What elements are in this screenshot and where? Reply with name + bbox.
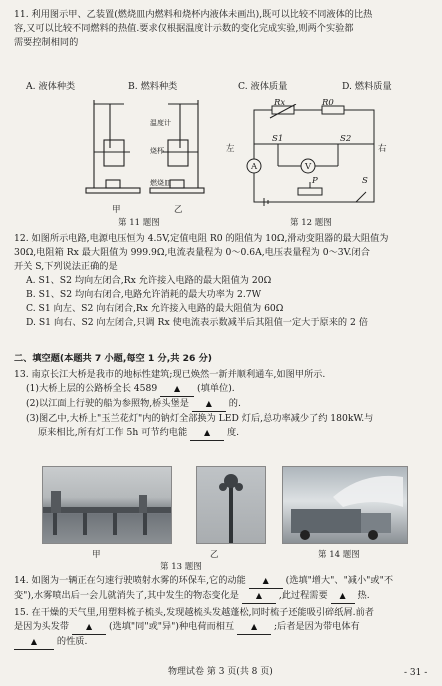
fig13-caption: 第 13 题图 (160, 562, 202, 572)
q15-line3 (14, 635, 434, 650)
blank-marker: ▲ (205, 399, 212, 408)
q15-blank-3[interactable] (14, 635, 54, 650)
photo-yi-label: 乙 (210, 550, 219, 560)
q12-option-d: D. S1 向右、S2 向左闭合,只调 Rx 使电流表示数减半后其阻值一定大于原来的 2 倍 (26, 317, 368, 328)
q11-option-c: C. 液体质量 (238, 81, 288, 92)
q12-option-a: A. S1、S2 均向左闭合,Rx 允许接入电路的最大阻值为 20Ω (26, 275, 272, 286)
q11-line3: 需要控制相同的 (14, 37, 79, 48)
q14-blank-3[interactable] (331, 589, 355, 604)
q15-line2 (14, 620, 434, 635)
blank-marker: ▲ (255, 591, 262, 600)
blank-marker: ▲ (85, 622, 93, 631)
footer-title: 物理试卷 第 3 页(共 8 页) (168, 667, 273, 677)
fig12-right-label: 右 (378, 144, 387, 154)
fig14-caption: 第 14 题图 (318, 550, 360, 560)
q13-blank-3[interactable] (190, 426, 224, 441)
question-13 (14, 368, 434, 441)
q14-line1 (14, 574, 434, 589)
fig11-jia-label: 甲 (112, 205, 121, 215)
question-12 (14, 232, 434, 330)
fig12-r0-label: R0 (322, 98, 334, 108)
figure-11-apparatus (80, 92, 210, 210)
q14-line1-mid: (选填"增大"、"减小"或"不 (285, 575, 394, 586)
fig12-p-label: P (312, 176, 318, 186)
q12-option-b: B. S1、S2 均向右闭合,电路允许消耗的最大功率为 2.7W (26, 289, 262, 300)
q11-option-a: A. 液体种类 (26, 81, 76, 92)
fig12-caption: 第 12 题图 (290, 218, 332, 228)
q12-line3: 开关 S,下列说法正确的是 (14, 261, 118, 272)
q13-sub3-line1: (3)图乙中,大桥上"玉兰花灯"内的钠灯全部换为 LED 灯后,总功率减少了约 180kW.与 (26, 413, 374, 424)
q11-line1: 11. 利用图示甲、乙装置(燃烧皿内燃料和烧杯内液体未画出),既可以比较不同液体的比热 (14, 9, 373, 20)
q14-blank-2[interactable] (242, 589, 276, 604)
fig12-s1-label: S1 (272, 134, 284, 144)
blank-marker: ▲ (174, 384, 181, 393)
fig12-rx-label: Rx (274, 98, 286, 108)
photo-bridge (42, 466, 172, 544)
section-2-heading: 二、填空题(本题共 7 小题,每空 1 分,共 26 分) (14, 353, 212, 364)
q13-sub3-line2 (14, 426, 434, 441)
fig12-voltmeter-label: V (305, 162, 312, 172)
footer-page-number: - 31 - (404, 668, 428, 678)
fig12-s2-label: S2 (340, 134, 352, 144)
fig11-beaker-label: 烧杯 (150, 147, 164, 155)
fig12-ammeter-label: A (251, 162, 258, 172)
blank-marker: ▲ (250, 622, 258, 631)
q15-line3-tail: 的性质. (56, 636, 88, 647)
q14-line2-tail: 热. (357, 590, 370, 601)
q14-line1-text: 14. 如图为一辆正在匀速行驶喷射水雾的环保车,它的动能 (14, 575, 246, 586)
q15-line1: 15. 在干燥的天气里,用塑料梳子梳头,发现越梳头发越蓬松,同时梳子还能吸引碎纸屑.前者 (14, 607, 374, 618)
blank-marker: ▲ (339, 591, 346, 600)
q15-line2-mid: (选填"同"或"异")种电荷而相互 (108, 621, 235, 632)
q13-sub3-text: 原来相比,所有灯工作 5h 可节约电能 (38, 427, 188, 438)
figure-12-circuit (238, 104, 388, 210)
q13-line1: 13. 南京长江大桥是我市的地标性建筑;现已焕然一新并顺利通车,如图甲所示. (14, 369, 326, 380)
fig11-caption: 第 11 题图 (118, 218, 160, 228)
fig11-dish-label: 燃烧皿 (150, 179, 171, 187)
q13-sub1-tail: (填单位). (197, 383, 235, 394)
q11-line2: 容,又可以比较不同燃料的热值.要求仅根据温度计示数的变化完成实验,则两个实验都 (14, 23, 354, 34)
fig12-s-label: S (362, 176, 368, 186)
blank-marker: ▲ (204, 428, 211, 437)
q13-sub3-tail: 度. (227, 427, 240, 438)
q13-sub1-text: (1)大桥上层的公路桥全长 4589 (26, 383, 158, 394)
q13-sub2-text: (2)以江面上行驶的船为参照物,桥头堡是 (26, 398, 189, 409)
q15-blank-2[interactable] (237, 620, 271, 635)
q14-line2-text: 变"),水雾喷出后一会儿就消失了,其中发生的物态变化是 (14, 590, 239, 601)
photo-sprayer-truck (282, 466, 408, 544)
q12-option-c: C. S1 向左、S2 向右闭合,Rx 允许接入电路的最大阻值为 60Ω (26, 303, 284, 314)
q11-option-b: B. 燃料种类 (128, 81, 178, 92)
q13-sub2-tail: 的. (228, 398, 241, 409)
blank-marker: ▲ (262, 576, 269, 585)
q13-blank-1[interactable] (160, 382, 194, 397)
fig11-yi-label: 乙 (174, 205, 183, 215)
q13-blank-2[interactable] (192, 397, 226, 412)
q15-line2-tail: ;后者是因为带电体有 (273, 621, 360, 632)
q13-sub1 (14, 382, 434, 397)
blank-marker: ▲ (30, 637, 38, 646)
q14-line2 (14, 589, 434, 604)
q15-line2-text: 是因为头发带 (14, 621, 70, 632)
q14-line2-mid: ,此过程需要 (278, 590, 328, 601)
fig12-left-label: 左 (226, 144, 235, 154)
q13-sub2 (14, 397, 434, 412)
q11-option-d: D. 燃料质量 (342, 81, 392, 92)
question-11 (14, 8, 434, 50)
fig11-thermometer-label: 温度计 (150, 119, 171, 127)
q12-line2: 30Ω,电阻箱 Rx 最大阻值为 999.9Ω,电流表量程为 0～0.6A,电压表量程为 0～3V.闭合 (14, 247, 370, 258)
photo-lamp (196, 466, 266, 544)
photo-jia-label: 甲 (92, 550, 101, 560)
q14-blank-1[interactable] (249, 574, 283, 589)
q12-line1: 12. 如图所示电路,电源电压恒为 4.5V,定值电阻 R0 的阻值为 10Ω,滑动变阻器的最大阻值为 (14, 233, 389, 244)
q15-blank-1[interactable] (72, 620, 106, 635)
question-14 (14, 574, 434, 604)
question-15 (14, 606, 434, 650)
